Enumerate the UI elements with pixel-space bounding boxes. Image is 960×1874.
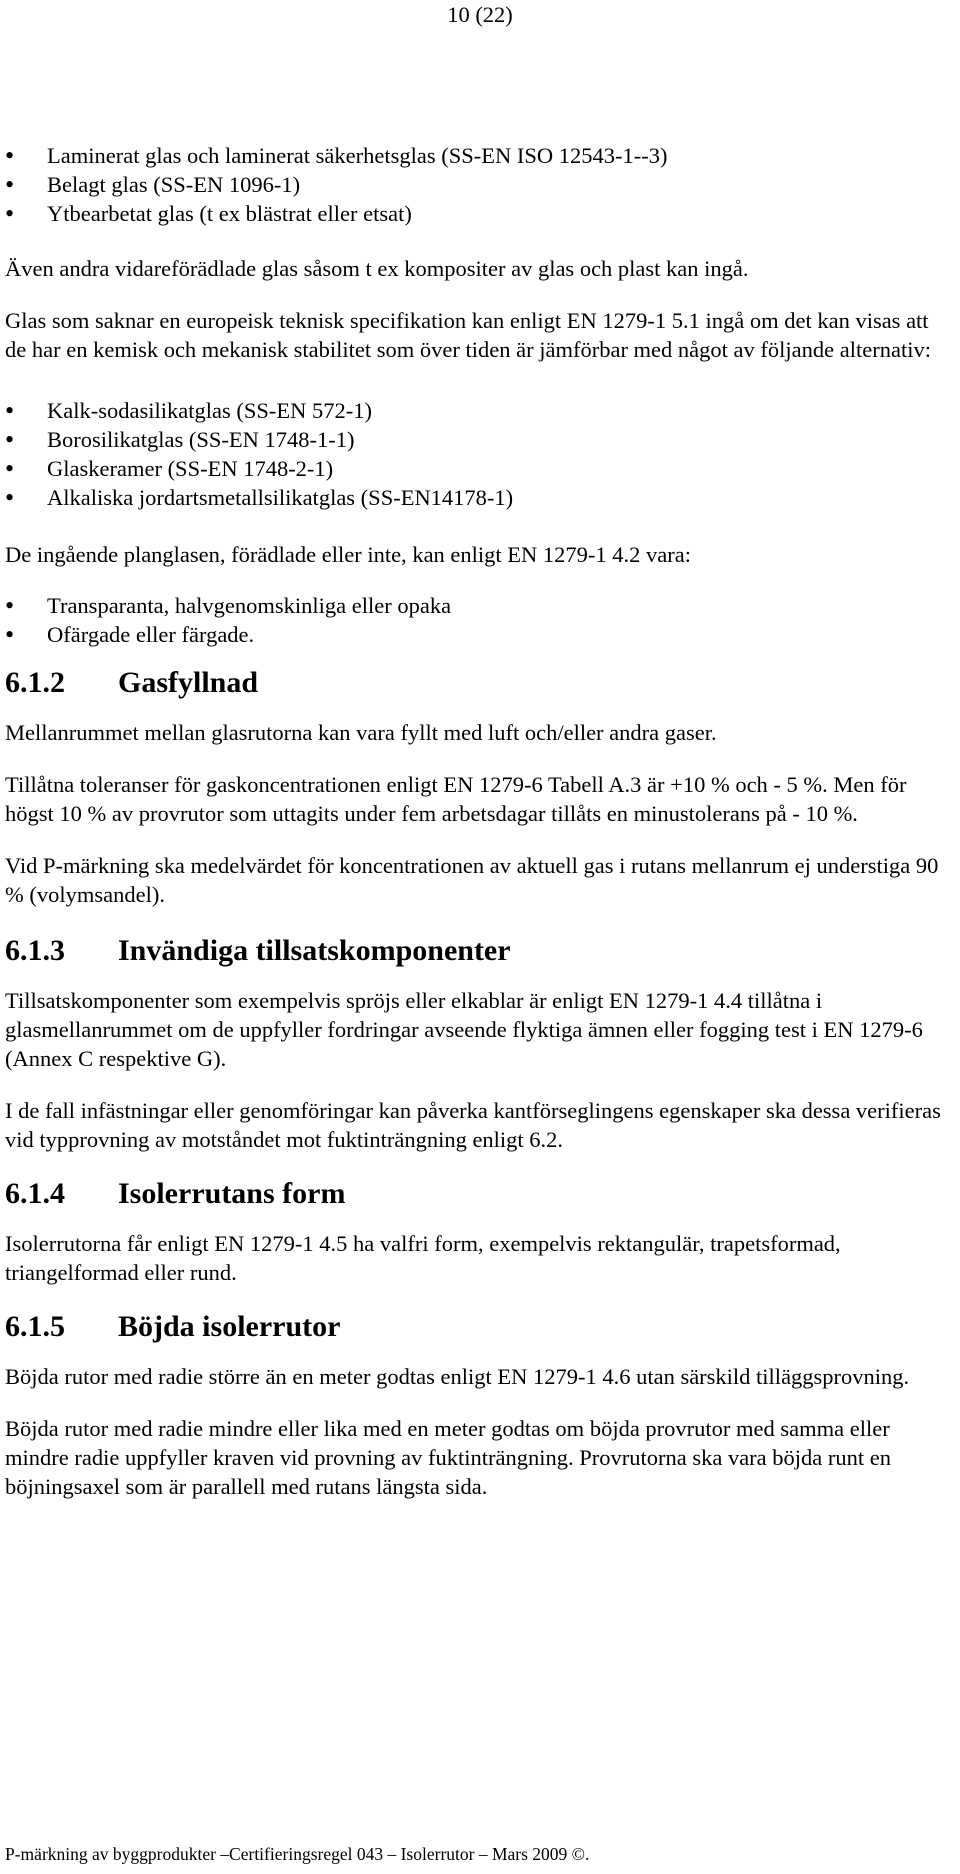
section-heading-6-1-4 xyxy=(5,1174,953,1214)
list-item: • Transparanta, halvgenomskinliga eller opaka xyxy=(5,591,953,620)
section-title: Böjda isolerrutor xyxy=(118,1310,341,1343)
paragraph: Böjda rutor med radie mindre eller lika med en meter godtas om böjda provrutor med samma eller mindre radie uppfyller kraven vid provning av fuktinträngning. Provrutorna ska vara böjda runt en böjningsaxel som är parallell med rutans längsta sida. xyxy=(5,1416,892,1499)
paragraph: Tillåtna toleranser för gaskoncentrationen enligt EN 1279-6 Tabell A.3 är +10 % och - 5 %. Men för högst 10 % av provrutor som uttagits under fem arbetsdagar tillåts en minustolerans på - 10 %. xyxy=(5,772,907,826)
section-heading-6-1-5 xyxy=(5,1307,953,1347)
list-item: • Borosilikatglas (SS-EN 1748-1-1) xyxy=(5,425,953,454)
section-number: 6.1.5 xyxy=(5,1310,65,1343)
section-title: Gasfyllnad xyxy=(118,666,259,699)
paragraph: Böjda rutor med radie större än en meter godtas enligt EN 1279-1 4.6 utan särskild tilläggsprovning. xyxy=(5,1364,910,1389)
section-heading-6-1-2 xyxy=(5,663,953,703)
list-item: • Laminerat glas och laminerat säkerhetsglas (SS-EN ISO 12543-1--3) xyxy=(5,141,953,170)
paragraph: Vid P-märkning ska medelvärdet för koncentrationen av aktuell gas i rutans mellanrum ej understiga 90 % (volymsandel). xyxy=(5,853,939,907)
paragraph: I de fall infästningar eller genomföringar kan påverka kantförseglingens egenskaper ska dessa verifieras vid typprovning av motståndet mot fuktinträngning enligt 6.2. xyxy=(5,1098,941,1152)
paragraph: Även andra vidareförädlade glas såsom t ex kompositer av glas och plast kan ingå. xyxy=(5,256,749,281)
section-title: Invändiga tillsatskomponenter xyxy=(118,934,511,967)
section-number: 6.1.4 xyxy=(5,1177,65,1210)
section-title: Isolerrutans form xyxy=(118,1177,346,1210)
section-number: 6.1.3 xyxy=(5,934,65,967)
section-heading-6-1-3 xyxy=(5,931,953,971)
list-item: • Alkaliska jordartsmetallsilikatglas (SS-EN14178-1) xyxy=(5,483,953,512)
paragraph: Isolerrutorna får enligt EN 1279-1 4.5 ha valfri form, exempelvis rektangulär, trapetsformad, triangelformad eller rund. xyxy=(5,1231,841,1285)
paragraph: Tillsatskomponenter som exempelvis spröjs eller elkablar är enligt EN 1279-1 4.4 tillåtna i glasmellanrummet om de uppfyller fordringar avseende flyktiga ämnen eller fogging test i EN 1279-6 (Annex C respektive G). xyxy=(5,988,923,1071)
appearance-list xyxy=(5,591,953,649)
list-item: • Glaskeramer (SS-EN 1748-2-1) xyxy=(5,454,953,483)
paragraph: Glas som saknar en europeisk teknisk specifikation kan enligt EN 1279-1 5.1 ingå om det kan visas att de har en kemisk och mekanisk stabilitet som över tiden är jämförbar med något av följande alternativ: xyxy=(5,308,931,362)
page-number: 10 (22) xyxy=(447,2,513,27)
list-item: • Ofärgade eller färgade. xyxy=(5,620,953,649)
page-body xyxy=(5,141,953,1501)
footer: P-märkning av byggprodukter –Certifieringsregel 043 – Isolerrutor – Mars 2009 ©. xyxy=(5,1844,590,1864)
list-item: • Belagt glas (SS-EN 1096-1) xyxy=(5,170,953,199)
glass-types-list xyxy=(5,141,953,228)
alternatives-list xyxy=(5,396,953,512)
paragraph: Mellanrummet mellan glasrutorna kan vara fyllt med luft och/eller andra gaser. xyxy=(5,720,717,745)
section-number: 6.1.2 xyxy=(5,666,65,699)
paragraph: De ingående planglasen, förädlade eller inte, kan enligt EN 1279-1 4.2 vara: xyxy=(5,542,691,567)
list-item: • Kalk-sodasilikatglas (SS-EN 572-1) xyxy=(5,396,953,425)
list-item: • Ytbearbetat glas (t ex blästrat eller etsat) xyxy=(5,199,953,228)
